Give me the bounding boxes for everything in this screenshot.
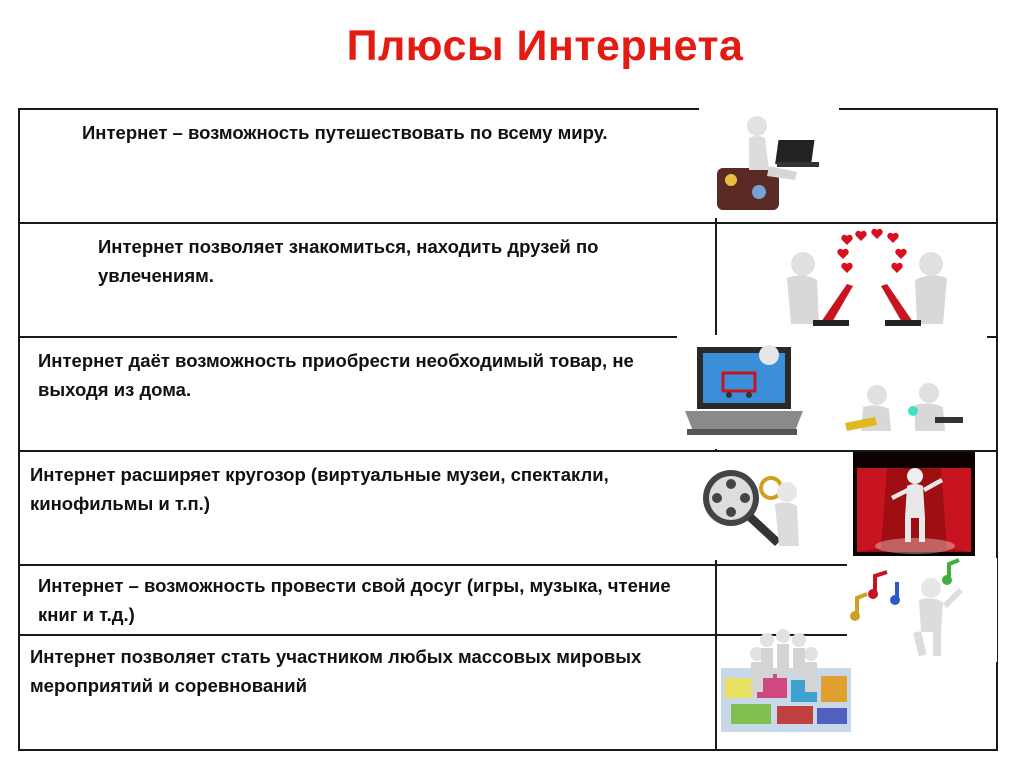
two-people-hearts-icon	[773, 226, 963, 336]
row-text: Интернет даёт возможность приобрести необходимый товар, не выходя из дома.	[38, 350, 634, 400]
crowd-graffiti-icon	[721, 628, 853, 736]
table-row	[19, 451, 997, 565]
row-text: Интернет позволяет стать участником любых массовых мировых мероприятий и соревнований	[30, 646, 642, 696]
table-row	[19, 109, 997, 223]
row-text: Интернет позволяет знакомиться, находить друзей по увлечениям.	[98, 236, 599, 286]
film-reel-theater-icon	[691, 448, 991, 564]
pros-table	[18, 108, 998, 751]
row-text: Интернет – возможность провести свой досуг (игры, музыка, чтение книг и т.д.)	[38, 575, 671, 625]
page-title: Плюсы Интернета	[346, 22, 744, 70]
row-text: Интернет – возможность путешествовать по всему миру.	[82, 122, 608, 143]
table-row	[19, 565, 997, 635]
laptop-shopping-cart-icon	[677, 335, 987, 449]
row-text: Интернет расширяет кругозор (виртуальные музеи, спектакли, кинофильмы и т.п.)	[30, 464, 609, 514]
table-row	[19, 635, 997, 750]
traveler-with-laptop-icon	[699, 108, 839, 218]
table-row	[19, 223, 997, 337]
table-row	[19, 337, 997, 451]
